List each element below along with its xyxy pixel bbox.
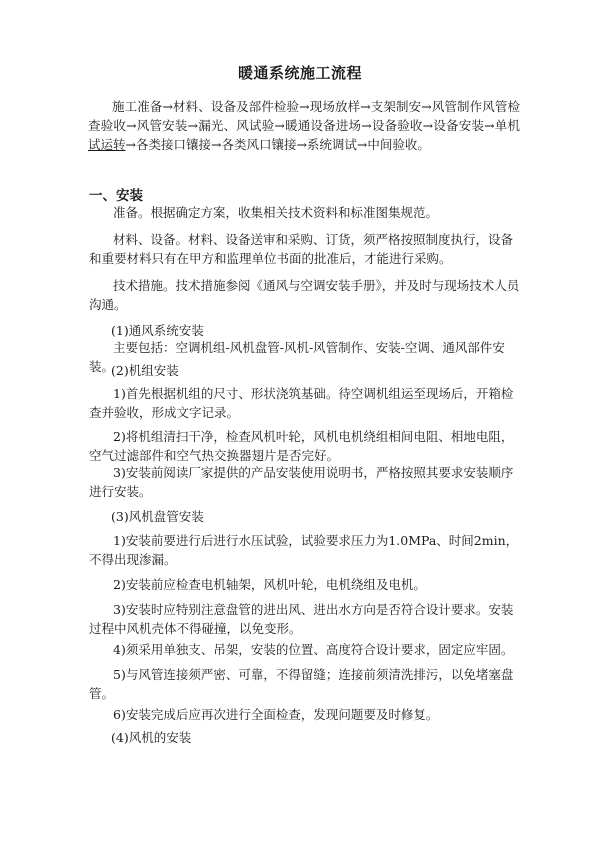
flow-text-part1: 施工准备→材料、设备及部件检验→现场放样→支架制安→风管制作风管检查验收→风管安装→漏光、风试验→暖通设备进场→设备验收→设备安装→单机	[88, 99, 520, 133]
paragraph-fan-coil-step-6: 6)安装完成后应再次进行全面检查，发现问题要及时修复。	[113, 707, 439, 722]
subheading-unit-install: (2)机组安装	[111, 363, 179, 378]
paragraph-unit-step-1: 1)首先根据机组的尺寸、形状浇筑基础。待空调机组运至现场后，开箱检查并验收，形成文字记录。	[89, 386, 514, 420]
construction-flow-paragraph	[88, 97, 520, 154]
paragraph-fan-coil-step-5: 5)与风管连接须严密、可靠，不得留缝；连接前须清洗排污，以免堵塞盘管。	[89, 667, 514, 701]
paragraph-technical-measures: 技术措施。技术措施参阅《通风与空调安装手册》，并及时与现场技术人员沟通。	[89, 278, 520, 312]
paragraph-unit-step-2: 2)将机组清扫干净，检查风机叶轮，风机电机绕组相间电阻、相地电阻，空气过滤部件和空气热交换器翅片是否完好。	[89, 429, 514, 463]
paragraph-main-contents: 主要包括：空调机组-风机盘管-风机-风管制作、安装-空调、通风部件安装。	[89, 340, 505, 374]
paragraph-unit-step-3: 3)安装前阅读厂家提供的产品安装使用说明书，严格按照其要求安装顺序进行安装。	[89, 465, 514, 499]
subheading-fan-coil-install: (3)风机盘管安装	[111, 509, 204, 524]
subheading-fan-install: (4)风机的安装	[111, 730, 192, 745]
section-heading-install: 一、安装	[89, 188, 143, 204]
subheading-ventilation-install: (1)通风系统安装	[111, 323, 204, 338]
paragraph-materials: 材料、设备。材料、设备送审和采购、订货，须严格按照制度执行，设备和重要材料只有在甲方和监理单位书面的批准后，才能进行采购。	[89, 232, 514, 266]
paragraph-fan-coil-step-2: 2)安装前应检查电机轴架，风机叶轮，电机绕组及电机。	[113, 577, 426, 592]
flow-text-part3: →各类接口镶接→各类风口镶接→系统调试→中间验收。	[125, 137, 430, 152]
paragraph-fan-coil-step-1: 1)安装前要进行后进行水压试验，试验要求压力为1.0MPa、时间2min，不得出现渗漏。	[89, 533, 519, 567]
paragraph-fan-coil-step-3: 3)安装时应特别注意盘管的进出风、进出水方向是否符合设计要求。安装过程中风机壳体不得碰撞，以免变形。	[89, 602, 514, 636]
paragraph-preparation: 准备。根据确定方案，收集相关技术资料和标准图集规范。	[113, 205, 439, 220]
document-title: 暖通系统施工流程	[237, 64, 362, 82]
paragraph-fan-coil-step-4: 4)须采用单独支、吊架，安装的位置、高度符合设计要求，固定应牢固。	[113, 642, 514, 657]
flow-text-underlined: 试运转	[88, 137, 126, 152]
